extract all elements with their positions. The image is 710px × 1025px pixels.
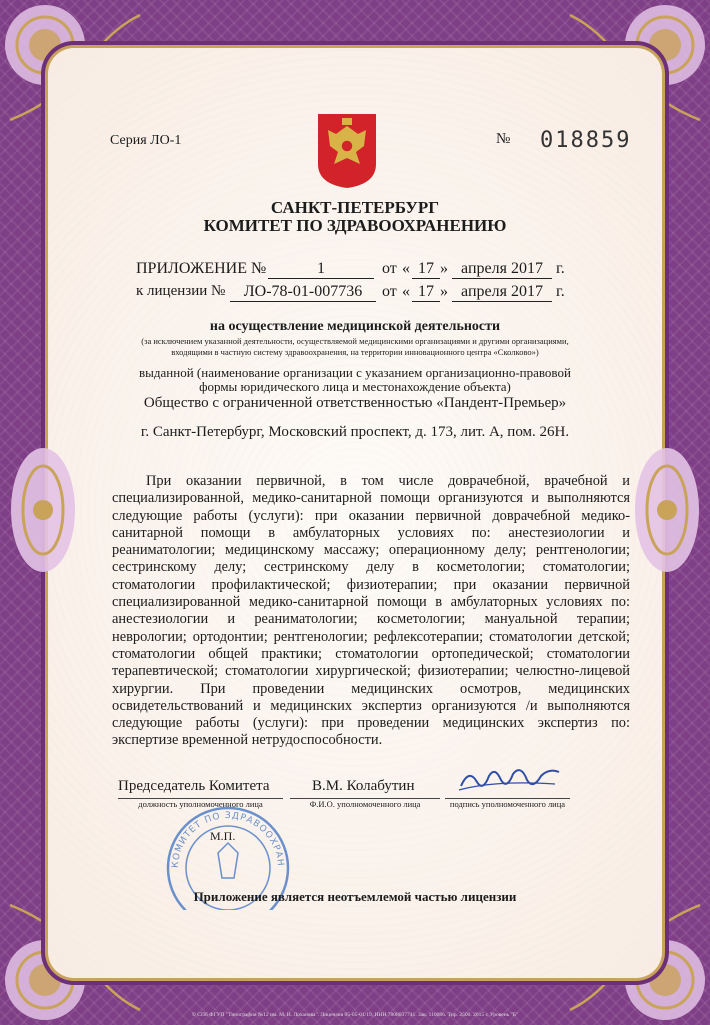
- license-from: от: [382, 283, 397, 300]
- license-label: к лицензии №: [136, 283, 226, 299]
- appendix-label: ПРИЛОЖЕНИЕ №: [136, 260, 267, 277]
- footer-note: Приложение является неотъемлемой частью лицензии: [193, 889, 517, 904]
- appendix-month-year: апреля 2017: [452, 260, 552, 279]
- document-number: 018859: [540, 128, 632, 153]
- name-caption: Ф.И.О. уполномоченного лица: [290, 798, 440, 809]
- coat-of-arms-emblem: [316, 112, 378, 190]
- organization-address: г. Санкт-Петербург, Московский проспект, д. 173, лит. А, пом. 26Н.: [140, 424, 570, 440]
- city-heading: САНКТ-ПЕТЕРБУРГ: [270, 198, 440, 217]
- license-day: 17: [412, 283, 440, 302]
- services-text: При оказании первичной, в том числе доврачебной, врачебной и специализированной, медико-санитарной помощи организуются и выполняются следующие работы (услуги): при оказании первичной доврачебной медико-санитарной помощи в амбулаторных условиях по: анестезиологии и реаниматологии; медицинскому массажу; операционному делу; рентгенологии; сестринскому делу; сестринскому делу в косметологии; стоматологии; стоматологии профилактической; физиотерапии; при оказании первичной специализированной медико-санитарной помощи в амбулаторных условиях по: анестезиологии и реаниматологии; косметологии; мануальной терапии; неврологии; ортодонтии; рентгенологии; рефлексотерапии; стоматологии детской; стоматологии общей практики; стоматологии ортопедической; стоматологии терапевтической; стоматологии хирургической; физиотерапии; челюстно-лицевой хирургии. При проведении медицинских осмотров, медицинских освидетельствований и медицинских экспертиз организуются /и выполняются следующие работы (услуги): при проведении медицинских экспертиз по: экспертизе временной нетрудоспособности.: [112, 473, 630, 749]
- appendix-day: 17: [412, 260, 440, 279]
- signer-name: В.М. Колабутин: [312, 778, 415, 794]
- signature-caption: подпись уполномоченного лица: [445, 798, 570, 809]
- position-caption: должность уполномоченного лица: [118, 798, 283, 809]
- committee-heading: КОМИТЕТ ПО ЗДРАВООХРАНЕНИЮ: [203, 216, 507, 235]
- appendix-from: от: [382, 260, 397, 277]
- license-month-year: апреля 2017: [452, 283, 552, 302]
- seal-label: М.П.: [210, 829, 236, 843]
- appendix-year-suffix: г.: [556, 260, 565, 277]
- side-ornament-left: [8, 440, 78, 580]
- issued-to-note: выданной (наименование организации с указанием организационно-правовой формы юридического лица и местонахождение объекта): [139, 365, 571, 394]
- signer-position: Председатель Комитета: [118, 778, 270, 794]
- license-year-suffix: г.: [556, 283, 565, 300]
- printer-line: © СПб ФГУП "Типография №12 им. М. И. Лоханова". Лицензия 05-05-01/19, ИНН 7808037741. Зак. 110086. Тир. 2500. 2015 г. Уровень "Б": [191, 1012, 519, 1018]
- signature-image: [455, 762, 565, 796]
- license-number: ЛО-78-01-007736: [230, 283, 376, 302]
- stamp-text: КОМИТЕТ ПО ЗДРАВООХРАН: [170, 810, 286, 869]
- purpose-note: (за исключением указанной деятельности, осуществляемой медицинскими организациями и другими организациями, входящими в частную систему здравоохранения, на территории инновационного центра «Сколково»): [141, 336, 569, 357]
- appendix-number: 1: [268, 260, 374, 279]
- series-label: Серия ЛО-1: [110, 133, 182, 148]
- side-ornament-right: [632, 440, 702, 580]
- license-purpose: на осуществление медицинской деятельности: [209, 319, 501, 334]
- license-document: Серия ЛО-1 № 018859 САНКТ-ПЕТЕРБУРГ КОМИТЕТ ПО ЗДРАВООХРАНЕНИЮ ПРИЛОЖЕНИЕ № 1 от « 17 » апреля 2017 г. к лицензии № ЛО-78-01-007736 от « 17 » апреля 2017 г. на осуществление медицинской деятельности (за исключением указанной деятельности, осуществляемой медицинскими организациями и другими организациями, входящими в частную систему здравоохранения, на территории инновационного центра «Сколково») выданной (наименование организации с указанием организационно-правовой формы юридического лица и местонахождение объекта) Общество с ограниченной ответственностью «Пандент-Премьер» г. Санкт-Петербург, Московский проспект, д. 173, лит. А, пом. 26Н. При оказании первичной, в том числе доврачебной, врачебной и специализированной, медико-санитарной помощи организуются и выполняются следующие работы (услуги): при оказании первичной доврачебной медико-санитарной помощи в амбулаторных условиях по: анестезиологии и реаниматологии; медицинскому массажу; операционному делу; рентгенологии; сестринскому делу; сестринскому делу в косметологии; стоматологии; стоматологии профилактической; физиотерапии; при оказании первичной специализированной медико-санитарной помощи в амбулаторных условиях по: анестезиологии и реаниматологии; косметологии; мануальной терапии; неврологии; ортодонтии; рентгенологии; рефлексотерапии; стоматологии детской; стоматологии общей практики; стоматологии ортопедической; стоматологии терапевтической; стоматологии хирургической; физиотерапии; челюстно-лицевой хирургии. При проведении медицинских осмотров, медицинских освидетельствований и медицинских экспертиз организуются /и выполняются следующие работы (услуги): при проведении медицинских экспертиз по: экспертизе временной нетрудоспособности. Председатель Комитета В.М. Колабутин должность уполномоченного лица Ф.И.О. уполномоченного лица подпись уполномоченного лица КОМИТЕТ ПО ЗДРАВООХРАН М.П. Приложение является неотъемлемой частью лицензии © СПб ФГУП "Типография №12 им. М. И. Лоханова". Лицензия 05-05-01/19, ИНН 7808037741. Зак. 110086. Тир. 2500. 2015 г. Уровень "Б": [0, 0, 710, 1025]
- number-label: №: [496, 131, 511, 147]
- organization-name: Общество с ограниченной ответственностью «Пандент-Премьер»: [143, 395, 567, 411]
